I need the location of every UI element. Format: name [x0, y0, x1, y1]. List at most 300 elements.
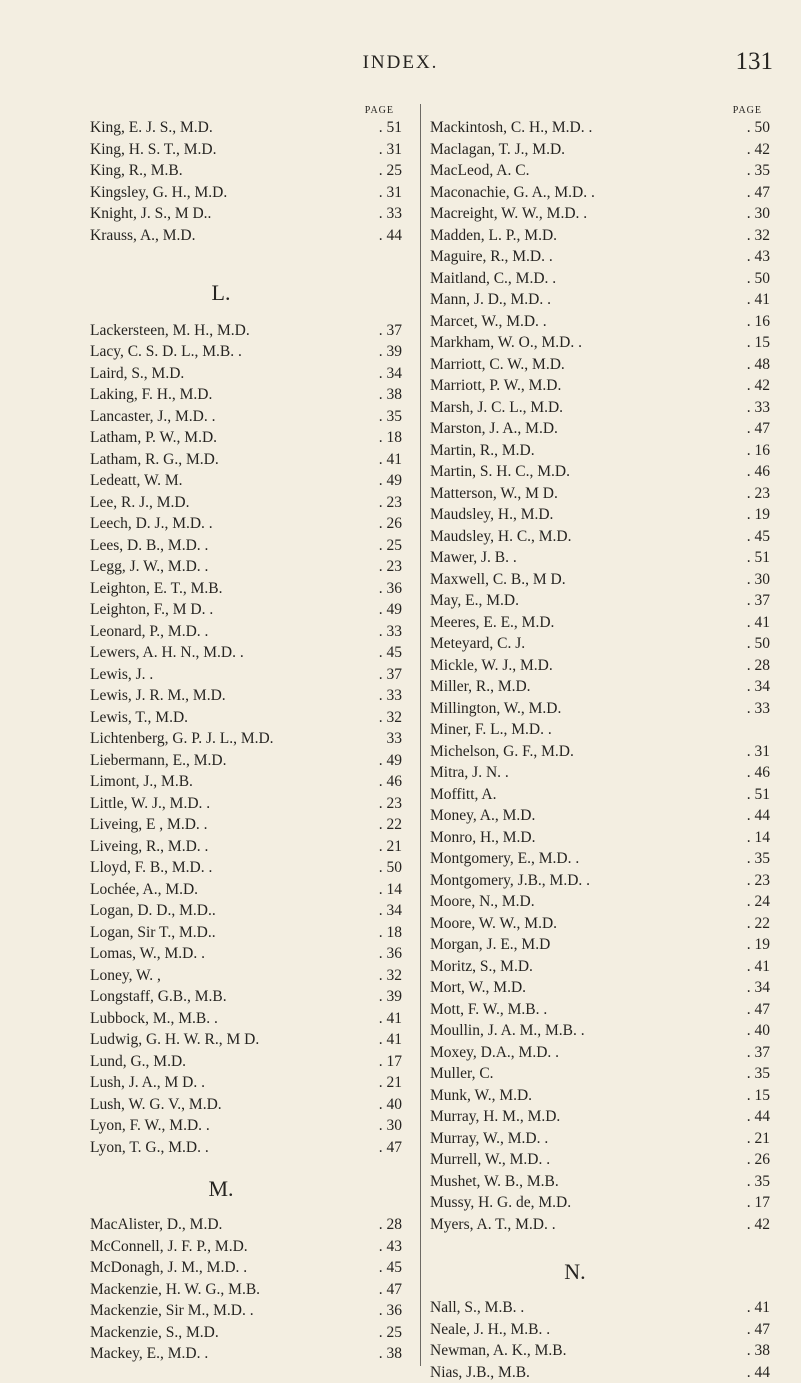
index-entry: [430, 569, 770, 591]
index-entry: [90, 836, 402, 858]
entry-name: MacAlister, D., M.D.: [90, 1214, 362, 1236]
page-title: INDEX.: [0, 52, 801, 74]
entry-page: . 39: [362, 341, 402, 363]
entry-page: . 25: [362, 1322, 402, 1344]
entry-page: . 14: [362, 879, 402, 901]
index-entry: [90, 707, 402, 729]
index-entry: [430, 977, 770, 999]
entry-page: . 32: [362, 707, 402, 729]
entry-name: Madden, L. P., M.D.: [430, 225, 730, 247]
index-entry: [430, 805, 770, 827]
entry-page: . 39: [362, 986, 402, 1008]
entry-name: Lees, D. B., M.D. .: [90, 535, 362, 557]
entry-page: . 46: [362, 771, 402, 793]
entry-page: . 35: [730, 1171, 770, 1193]
entry-page: . 30: [730, 569, 770, 591]
entry-page: . 41: [730, 1297, 770, 1319]
section-letter-m: M.: [90, 1158, 402, 1214]
entry-page: . 34: [362, 900, 402, 922]
index-entry: [430, 719, 770, 741]
index-entry: [430, 1128, 770, 1150]
entry-name: Laking, F. H., M.D.: [90, 384, 362, 406]
index-entry: [90, 406, 402, 428]
entry-name: Lancaster, J., M.D. .: [90, 406, 362, 428]
entry-page: . 46: [730, 461, 770, 483]
entry-page: . 16: [730, 440, 770, 462]
entry-page: . 17: [362, 1051, 402, 1073]
entry-page: . 35: [730, 1063, 770, 1085]
entry-name: Mussy, H. G. de, M.D.: [430, 1192, 730, 1214]
entry-name: May, E., M.D.: [430, 590, 730, 612]
entry-name: Money, A., M.D.: [430, 805, 730, 827]
index-entry: [430, 1319, 770, 1341]
entry-page: . 18: [362, 427, 402, 449]
entry-name: McDonagh, J. M., M.D. .: [90, 1257, 362, 1279]
index-entry: [430, 1085, 770, 1107]
index-entry: [90, 470, 402, 492]
entry-name: Laird, S., M.D.: [90, 363, 362, 385]
index-entry: [90, 1115, 402, 1137]
entry-page: . 21: [362, 1072, 402, 1094]
m-entries: [90, 1214, 402, 1365]
entry-name: Krauss, A., M.D.: [90, 225, 362, 247]
entry-page: . 50: [730, 633, 770, 655]
index-entry: [430, 1340, 770, 1362]
entry-name: Marriott, P. W., M.D.: [430, 375, 730, 397]
index-entry: [90, 203, 402, 225]
index-entry: [430, 698, 770, 720]
entry-page: . 21: [362, 836, 402, 858]
entry-page: . 45: [362, 642, 402, 664]
entry-page: . 44: [730, 1106, 770, 1128]
index-entry: [90, 182, 402, 204]
entry-name: Latham, P. W., M.D.: [90, 427, 362, 449]
entry-page: . 37: [362, 320, 402, 342]
entry-name: Martin, S. H. C., M.D.: [430, 461, 730, 483]
entry-page: . 47: [362, 1137, 402, 1159]
entry-page: . 47: [730, 418, 770, 440]
entry-name: Lewis, J. R. M., M.D.: [90, 685, 362, 707]
entry-page: . 36: [362, 943, 402, 965]
entry-page: . 40: [362, 1094, 402, 1116]
entry-name: Marcet, W., M.D. .: [430, 311, 730, 333]
entry-page: . 47: [730, 999, 770, 1021]
index-entry: [90, 986, 402, 1008]
index-entry: [430, 827, 770, 849]
entry-name: Logan, Sir T., M.D..: [90, 922, 362, 944]
index-entry: [90, 160, 402, 182]
entry-name: Martin, R., M.D.: [430, 440, 730, 462]
entry-name: Neale, J. H., M.B. .: [430, 1319, 730, 1341]
entry-name: Maguire, R., M.D. .: [430, 246, 730, 268]
entry-name: Lackersteen, M. H., M.D.: [90, 320, 362, 342]
index-entry: [430, 225, 770, 247]
entry-name: Lewis, J. .: [90, 664, 362, 686]
index-entry: [430, 397, 770, 419]
index-entry: [90, 879, 402, 901]
index-entry: [90, 793, 402, 815]
entry-name: Legg, J. W., M.D. .: [90, 556, 362, 578]
entry-page: . 49: [362, 750, 402, 772]
index-entry: [430, 633, 770, 655]
entry-name: Maudsley, H., M.D.: [430, 504, 730, 526]
index-entry: [90, 449, 402, 471]
entry-page: . 51: [730, 784, 770, 806]
index-entry: [90, 965, 402, 987]
entry-name: Murray, H. M., M.D.: [430, 1106, 730, 1128]
index-entry: [90, 750, 402, 772]
entry-name: Mott, F. W., M.B. .: [430, 999, 730, 1021]
entry-name: Lochée, A., M.D.: [90, 879, 362, 901]
entry-name: Maconachie, G. A., M.D. .: [430, 182, 730, 204]
entry-name: Lloyd, F. B., M.D. .: [90, 857, 362, 879]
entry-name: Meeres, E. E., M.D.: [430, 612, 730, 634]
entry-name: Nias, J.B., M.B.: [430, 1362, 730, 1383]
entry-name: Mawer, J. B. .: [430, 547, 730, 569]
entry-name: Lewers, A. H. N., M.D. .: [90, 642, 362, 664]
index-entry: [90, 1236, 402, 1258]
entry-page: . 33: [362, 685, 402, 707]
index-entry: [430, 784, 770, 806]
index-entry: [90, 1343, 402, 1365]
entry-page: . 18: [362, 922, 402, 944]
entry-page: . 24: [730, 891, 770, 913]
index-entry: [90, 139, 402, 161]
index-entry: [430, 999, 770, 1021]
entry-name: Mushet, W. B., M.B.: [430, 1171, 730, 1193]
index-entry: [90, 943, 402, 965]
entry-page: . 43: [730, 246, 770, 268]
m-entries-continued: [430, 117, 770, 1235]
index-entry: [430, 741, 770, 763]
entry-name: Moore, W. W., M.D.: [430, 913, 730, 935]
entry-name: Lichtenberg, G. P. J. L., M.D.: [90, 728, 362, 750]
entry-page: . 23: [362, 793, 402, 815]
entry-page: . 37: [362, 664, 402, 686]
entry-page: 33: [362, 728, 402, 750]
entry-name: Myers, A. T., M.D. .: [430, 1214, 730, 1236]
page-number: 131: [736, 48, 774, 76]
entry-name: Mackenzie, Sir M., M.D. .: [90, 1300, 362, 1322]
index-entry: [430, 1063, 770, 1085]
entry-page: . 22: [362, 814, 402, 836]
entry-page: . 23: [362, 492, 402, 514]
entry-page: . 26: [730, 1149, 770, 1171]
index-entry: [90, 599, 402, 621]
entry-name: Maclagan, T. J., M.D.: [430, 139, 730, 161]
entry-name: Monro, H., M.D.: [430, 827, 730, 849]
index-entry: [430, 934, 770, 956]
index-entry: [90, 225, 402, 247]
index-entry: [90, 857, 402, 879]
index-entry: [90, 1137, 402, 1159]
entry-page: . 19: [730, 934, 770, 956]
entry-name: Leighton, F., M D. .: [90, 599, 362, 621]
entry-name: Marriott, C. W., M.D.: [430, 354, 730, 376]
index-entry: [90, 117, 402, 139]
index-entry: [90, 664, 402, 686]
entry-name: Mitra, J. N. .: [430, 762, 730, 784]
entry-name: Loney, W. ,: [90, 965, 362, 987]
entry-page: . 41: [362, 1008, 402, 1030]
entry-page: . 47: [730, 182, 770, 204]
entry-page: . 38: [362, 384, 402, 406]
entry-page: . 15: [730, 332, 770, 354]
entry-name: Nall, S., M.B. .: [430, 1297, 730, 1319]
entry-page: . 34: [730, 676, 770, 698]
entry-page: . 31: [362, 139, 402, 161]
entry-page: . 45: [730, 526, 770, 548]
entry-page: . 41: [362, 449, 402, 471]
entry-page: . 41: [362, 1029, 402, 1051]
index-entry: [430, 483, 770, 505]
index-entry: [430, 375, 770, 397]
index-entry: [430, 268, 770, 290]
entry-name: Michelson, G. F., M.D.: [430, 741, 730, 763]
entry-name: Maitland, C., M.D. .: [430, 268, 730, 290]
index-entry: [90, 556, 402, 578]
index-entry: [430, 332, 770, 354]
index-entry: [430, 1192, 770, 1214]
entry-name: Mort, W., M.D.: [430, 977, 730, 999]
entry-name: Lyon, F. W., M.D. .: [90, 1115, 362, 1137]
entry-name: Liebermann, E., M.D.: [90, 750, 362, 772]
entry-page: . 21: [730, 1128, 770, 1150]
entry-name: Morgan, J. E., M.D: [430, 934, 730, 956]
entry-name: Murrell, W., M.D. .: [430, 1149, 730, 1171]
entry-page: . 23: [730, 483, 770, 505]
index-entry: [430, 246, 770, 268]
entry-page: . 35: [730, 848, 770, 870]
entry-name: Meteyard, C. J.: [430, 633, 730, 655]
entry-page: . 50: [730, 117, 770, 139]
index-entry: [90, 1051, 402, 1073]
index-entry: [90, 1322, 402, 1344]
index-entry: [430, 461, 770, 483]
entry-name: King, H. S. T., M.D.: [90, 139, 362, 161]
right-column: [420, 104, 770, 1366]
entry-page: . 33: [362, 203, 402, 225]
entry-page: . 41: [730, 289, 770, 311]
entry-name: Knight, J. S., M D..: [90, 203, 362, 225]
entry-name: Markham, W. O., M.D. .: [430, 332, 730, 354]
index-entry: [430, 848, 770, 870]
index-entry: [90, 384, 402, 406]
entry-page: . 34: [362, 363, 402, 385]
entry-page: . 23: [730, 870, 770, 892]
k-entries: [90, 117, 402, 246]
entry-name: Longstaff, G.B., M.B.: [90, 986, 362, 1008]
index-entry: [90, 922, 402, 944]
entry-name: Liveing, E , M.D. .: [90, 814, 362, 836]
section-letter-n: N.: [430, 1235, 770, 1297]
entry-page: . 50: [362, 857, 402, 879]
entry-page: . 51: [362, 117, 402, 139]
entry-page: . 34: [730, 977, 770, 999]
entry-name: Murray, W., M.D. .: [430, 1128, 730, 1150]
entry-name: Mackintosh, C. H., M.D. .: [430, 117, 730, 139]
index-entry: [90, 320, 402, 342]
entry-name: Little, W. J., M.D. .: [90, 793, 362, 815]
entry-name: King, R., M.B.: [90, 160, 362, 182]
entry-page: . 44: [362, 225, 402, 247]
entry-page: . 40: [730, 1020, 770, 1042]
entry-page: . 33: [730, 698, 770, 720]
entry-page: . 35: [730, 160, 770, 182]
entry-page: . 45: [362, 1257, 402, 1279]
entry-page: . 37: [730, 1042, 770, 1064]
entry-name: Ledeatt, W. M.: [90, 470, 362, 492]
entry-name: Lubbock, M., M.B. .: [90, 1008, 362, 1030]
index-entry: [430, 891, 770, 913]
index-entry: [90, 363, 402, 385]
entry-page: . 31: [730, 741, 770, 763]
entry-page: . 36: [362, 578, 402, 600]
entry-page: . 41: [730, 612, 770, 634]
entry-page: . 25: [362, 160, 402, 182]
entry-page: . 15: [730, 1085, 770, 1107]
entry-page: . 28: [730, 655, 770, 677]
entry-page: . 47: [730, 1319, 770, 1341]
entry-name: Newman, A. K., M.B.: [430, 1340, 730, 1362]
entry-name: Mackey, E., M.D. .: [90, 1343, 362, 1365]
index-entry: [430, 182, 770, 204]
index-entry: [430, 1106, 770, 1128]
entry-page: . 42: [730, 375, 770, 397]
index-entry: [430, 956, 770, 978]
index-entry: [90, 492, 402, 514]
entry-name: Munk, W., M.D.: [430, 1085, 730, 1107]
left-column: [90, 104, 402, 1365]
entry-name: Latham, R. G., M.D.: [90, 449, 362, 471]
entry-page: . 47: [362, 1279, 402, 1301]
index-entry: [90, 1300, 402, 1322]
entry-page: . 26: [362, 513, 402, 535]
index-entry: [90, 427, 402, 449]
entry-page: . 49: [362, 470, 402, 492]
index-entry: [90, 1029, 402, 1051]
index-entry: [430, 1362, 770, 1383]
entry-page: . 30: [730, 203, 770, 225]
entry-name: Muller, C.: [430, 1063, 730, 1085]
entry-name: Mackenzie, S., M.D.: [90, 1322, 362, 1344]
index-entry: [430, 1297, 770, 1319]
index-entry: [90, 513, 402, 535]
entry-page: . 33: [730, 397, 770, 419]
entry-page: . 16: [730, 311, 770, 333]
entry-page: . 19: [730, 504, 770, 526]
entry-name: Lewis, T., M.D.: [90, 707, 362, 729]
entry-name: King, E. J. S., M.D.: [90, 117, 362, 139]
entry-name: MacLeod, A. C.: [430, 160, 730, 182]
index-entry: [430, 117, 770, 139]
entry-page: . 50: [730, 268, 770, 290]
index-entry: [90, 1279, 402, 1301]
entry-page: . 25: [362, 535, 402, 557]
entry-page: . 28: [362, 1214, 402, 1236]
index-entry: [430, 418, 770, 440]
entry-page: . 43: [362, 1236, 402, 1258]
n-entries: [430, 1297, 770, 1383]
index-entry: [90, 578, 402, 600]
entry-page: . 36: [362, 1300, 402, 1322]
index-entry: [430, 289, 770, 311]
entry-name: Montgomery, J.B., M.D. .: [430, 870, 730, 892]
entry-page: . 44: [730, 805, 770, 827]
entry-page: . 23: [362, 556, 402, 578]
entry-name: Lomas, W., M.D. .: [90, 943, 362, 965]
index-entry: [430, 1171, 770, 1193]
entry-name: Leighton, E. T., M.B.: [90, 578, 362, 600]
entry-page: . 32: [730, 225, 770, 247]
entry-name: Lacy, C. S. D. L., M.B. .: [90, 341, 362, 363]
entry-name: Miner, F. L., M.D. .: [430, 719, 730, 741]
entry-page: . 37: [730, 590, 770, 612]
index-entry: [90, 900, 402, 922]
index-entry: [90, 1257, 402, 1279]
index-entry: [430, 762, 770, 784]
index-entry: [430, 160, 770, 182]
entry-name: Mickle, W. J., M.D.: [430, 655, 730, 677]
section-letter-l: L.: [90, 268, 402, 320]
entry-page: . 42: [730, 1214, 770, 1236]
entry-name: Macreight, W. W., M.D. .: [430, 203, 730, 225]
entry-page: . 17: [730, 1192, 770, 1214]
entry-page: . 14: [730, 827, 770, 849]
entry-name: Leech, D. J., M.D. .: [90, 513, 362, 535]
entry-name: Lyon, T. G., M.D. .: [90, 1137, 362, 1159]
entry-name: Matterson, W., M D.: [430, 483, 730, 505]
index-entry: [90, 1072, 402, 1094]
entry-name: Lush, J. A., M D. .: [90, 1072, 362, 1094]
entry-name: Mann, J. D., M.D. .: [430, 289, 730, 311]
entry-page: [730, 719, 770, 741]
index-entry: [430, 504, 770, 526]
index-entry: [430, 1214, 770, 1236]
index-entry: [90, 1094, 402, 1116]
index-entry: [90, 341, 402, 363]
entry-name: Kingsley, G. H., M.D.: [90, 182, 362, 204]
entry-page: . 41: [730, 956, 770, 978]
index-entry: [90, 814, 402, 836]
index-entry: [90, 535, 402, 557]
index-entry: [430, 139, 770, 161]
index-entry: [430, 590, 770, 612]
page-column-header: PAGE: [430, 104, 770, 117]
entry-name: Moritz, S., M.D.: [430, 956, 730, 978]
entry-page: . 32: [362, 965, 402, 987]
entry-name: Moullin, J. A. M., M.B. .: [430, 1020, 730, 1042]
index-entry: [430, 676, 770, 698]
index-entry: [430, 440, 770, 462]
entry-name: Leonard, P., M.D. .: [90, 621, 362, 643]
entry-page: . 33: [362, 621, 402, 643]
entry-name: Liveing, R., M.D. .: [90, 836, 362, 858]
entry-name: Ludwig, G. H. W. R., M D.: [90, 1029, 362, 1051]
index-entry: [90, 728, 402, 750]
index-entry: [430, 547, 770, 569]
entry-page: . 46: [730, 762, 770, 784]
index-entry: [430, 203, 770, 225]
entry-name: Marsh, J. C. L., M.D.: [430, 397, 730, 419]
index-entry: [90, 1214, 402, 1236]
index-entry: [430, 870, 770, 892]
index-entry: [90, 1008, 402, 1030]
entry-page: . 22: [730, 913, 770, 935]
entry-page: . 48: [730, 354, 770, 376]
entry-page: . 38: [730, 1340, 770, 1362]
entry-page: . 42: [730, 139, 770, 161]
